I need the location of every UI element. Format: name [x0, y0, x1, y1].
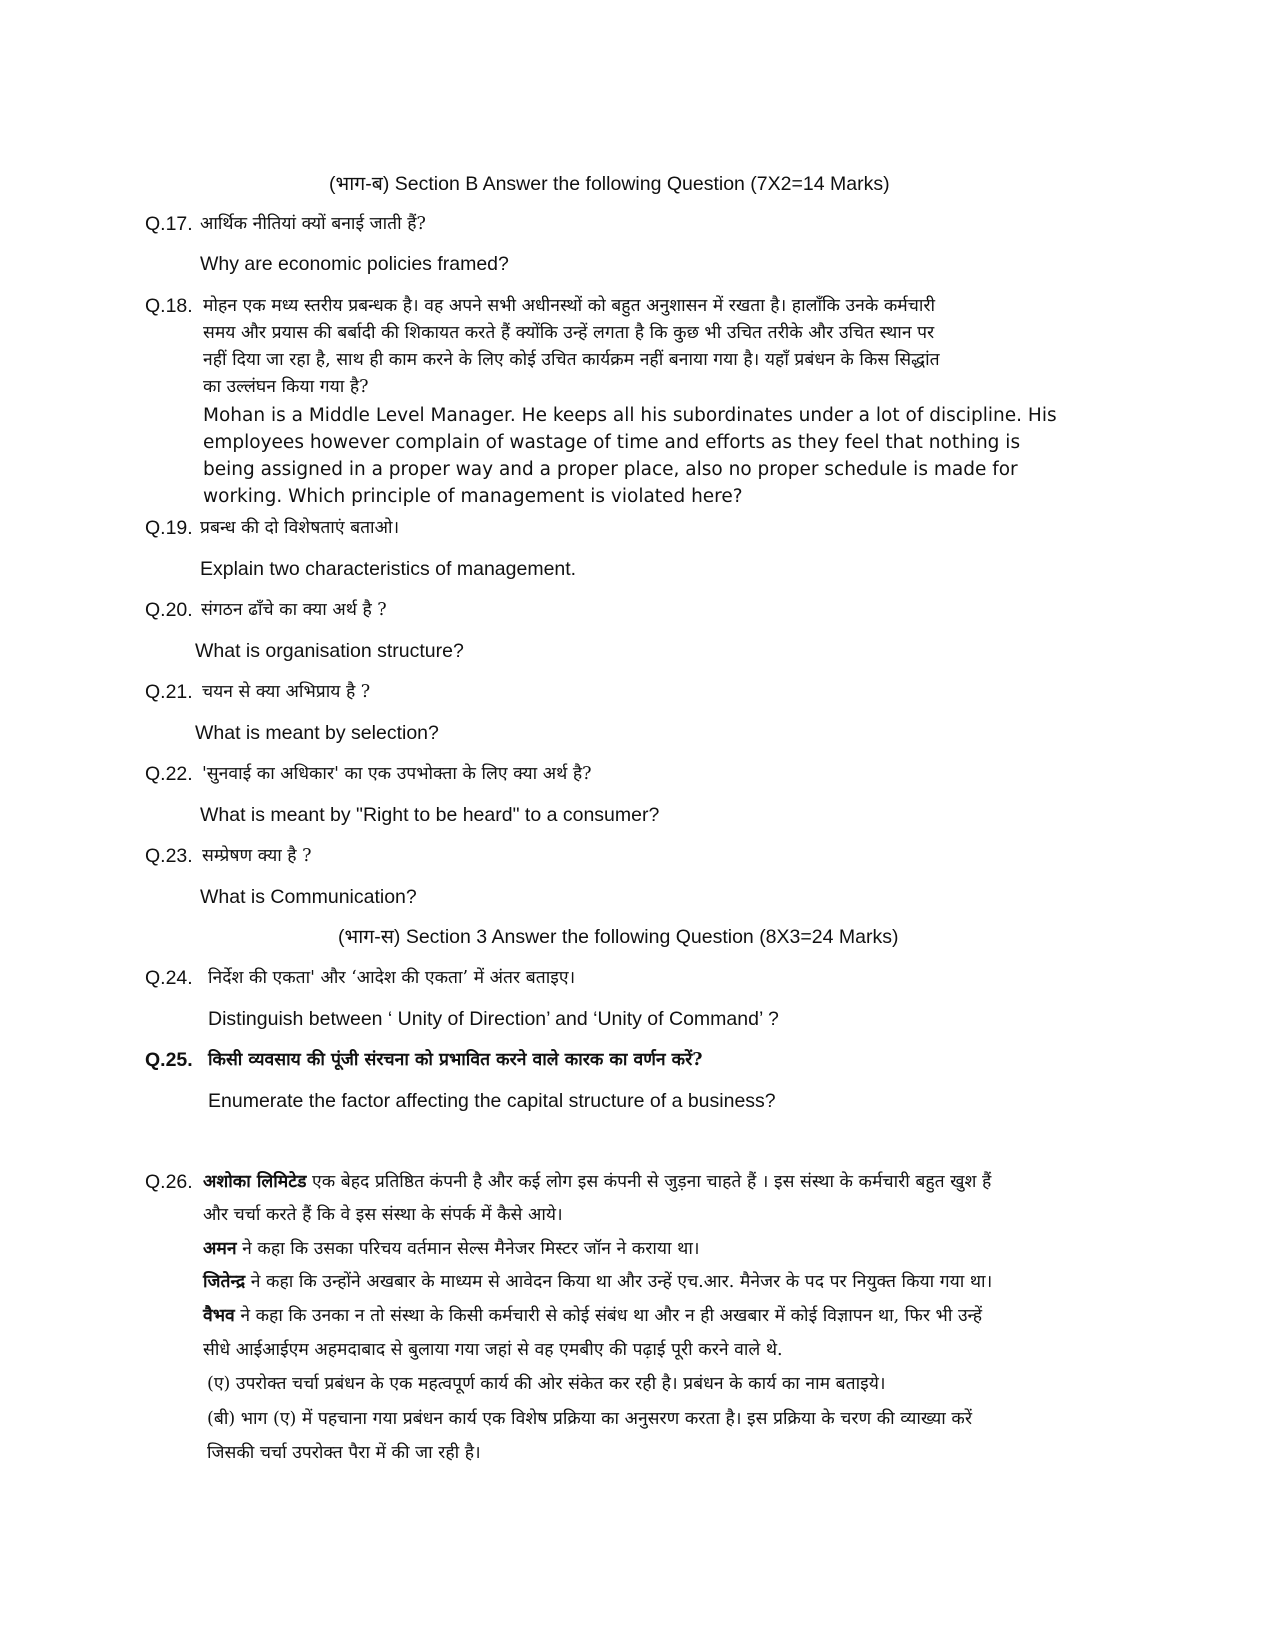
q18-english-line: being assigned in a proper way and a proper place, also no proper schedule is made for: [203, 459, 1018, 480]
q25-hindi: किसी व्यवसाय की पूंजी संरचना को प्रभावित करने वाले कारक का वर्णन करें?: [208, 1050, 703, 1070]
q24-hindi: निर्देश की एकता' और ‘आदेश की एकता’ में अंतर बताइए।: [208, 968, 576, 988]
q22-number: Q.22.: [145, 763, 193, 785]
q21-english: What is meant by selection?: [195, 722, 439, 744]
q26-aman-line: [203, 1237, 700, 1261]
q20-number: Q.20.: [145, 599, 193, 621]
q23-hindi: सम्प्रेषण क्या है ?: [202, 846, 312, 866]
q20-hindi: संगठन ढाँचे का क्या अर्थ है ?: [201, 600, 387, 620]
q22-english: What is meant by "Right to be heard" to a consumer?: [200, 804, 660, 826]
q25-number: Q.25.: [145, 1049, 193, 1071]
q26-vaibhav-name: वैभव: [203, 1306, 235, 1326]
q22-hindi: 'सुनवाई का अधिकार' का एक उपभोक्ता के लिए क्या अर्थ है?: [202, 764, 592, 784]
q26-aman-name: अमन: [203, 1239, 237, 1259]
q26-part-a: (ए) उपरोक्त चर्चा प्रबंधन के एक महत्वपूर्ण कार्य की ओर संकेत कर रही है। प्रबंधन के कार्य का नाम बताइये।: [207, 1374, 886, 1394]
q19-number: Q.19.: [145, 517, 193, 539]
q23-number: Q.23.: [145, 845, 193, 867]
q19-hindi: प्रबन्ध की दो विशेषताएं बताओ।: [200, 518, 400, 538]
q26-part-b-line2: जिसकी चर्चा उपरोक्त पैरा में की जा रही है।: [207, 1443, 481, 1463]
q20-english: What is organisation structure?: [195, 640, 464, 662]
q18-hindi-line: नहीं दिया जा रहा है, साथ ही काम करने के लिए कोई उचित कार्यक्रम नहीं बनाया गया है। यहाँ प्रबंधन के किस सिद्धांत: [203, 350, 940, 370]
q26-line1-text: एक बेहद प्रतिष्ठित कंपनी है और कई लोग इस कंपनी से जुड़ना चाहते हैं । इस संस्था के कर्मचारी बहुत खुश हैं: [306, 1172, 992, 1192]
q26-vaibhav-text: ने कहा कि उनका न तो संस्था के किसी कर्मचारी से कोई संबंध था और न ही अखबार में कोई विज्ञापन था, फिर भी उन्हें: [234, 1306, 983, 1326]
q17-hindi: आर्थिक नीतियां क्यों बनाई जाती हैं?: [200, 214, 426, 234]
q26-aman-text: ने कहा कि उसका परिचय वर्तमान सेल्स मैनेजर मिस्टर जॉन ने कराया था।: [236, 1239, 700, 1259]
q18-english-line: Mohan is a Middle Level Manager. He keeps all his subordinates under a lot of discipline. His: [203, 405, 1057, 426]
q17-number: Q.17.: [145, 213, 193, 235]
q18-english-line: working. Which principle of management is violated here?: [203, 486, 743, 507]
q21-hindi: चयन से क्या अभिप्राय है ?: [202, 682, 371, 702]
q18-hindi-line: मोहन एक मध्य स्तरीय प्रबन्धक है। वह अपने सभी अधीनस्थों को बहुत अनुशासन में रखता है। हालाँकि उनके कर्मचारी: [203, 296, 936, 316]
section-c-heading: (भाग-स) Section 3 Answer the following Question (8X3=24 Marks): [338, 926, 899, 948]
q17-english: Why are economic policies framed?: [200, 253, 509, 275]
q24-english: Distinguish between ‘ Unity of Direction’ and ‘Unity of Command’ ?: [208, 1008, 779, 1030]
q21-number: Q.21.: [145, 681, 193, 703]
q19-english: Explain two characteristics of management.: [200, 558, 577, 580]
q26-part-b-line1: (बी) भाग (ए) में पहचाना गया प्रबंधन कार्य एक विशेष प्रक्रिया का अनुसरण करता है। इस प्रक्रिया के चरण की व्याख्या करें: [207, 1409, 972, 1429]
q26-jitendra-name: जितेन्द्र: [203, 1272, 246, 1292]
q26-jitendra-text: ने कहा कि उन्होंने अखबार के माध्यम से आवेदन किया था और उन्हें एच.आर. मैनेजर के पद पर नियुक्त किया गया था।: [245, 1272, 993, 1292]
q25-english: Enumerate the factor affecting the capital structure of a business?: [208, 1090, 776, 1112]
q26-line1: [203, 1170, 991, 1194]
q26-jitendra-line: [203, 1270, 992, 1294]
q18-hindi-line: का उल्लंघन किया गया है?: [203, 377, 369, 397]
section-b-heading: (भाग-ब) Section B Answer the following Question (7X2=14 Marks): [329, 173, 890, 195]
q26-line2: और चर्चा करते हैं कि वे इस संस्था के संपर्क में कैसे आये।: [203, 1205, 563, 1225]
q24-number: Q.24.: [145, 967, 193, 989]
q18-hindi-line: समय और प्रयास की बर्बादी की शिकायत करते हैं क्योंकि उन्हें लगता है कि कुछ भी उचित तरीके और उचित स्थान पर: [203, 323, 935, 343]
q26-number: Q.26.: [145, 1171, 193, 1193]
q18-number: Q.18.: [145, 295, 193, 317]
q26-vaibhav-line2: सीधे आईआईएम अहमदाबाद से बुलाया गया जहां से वह एमबीए की पढ़ाई पूरी करने वाले थे.: [203, 1340, 783, 1360]
q26-company-name: अशोका लिमिटेड: [203, 1172, 307, 1192]
q18-english-line: employees however complain of wastage of time and efforts as they feel that nothing is: [203, 432, 1021, 453]
q26-vaibhav-line: [203, 1304, 982, 1328]
q23-english: What is Communication?: [200, 886, 417, 908]
